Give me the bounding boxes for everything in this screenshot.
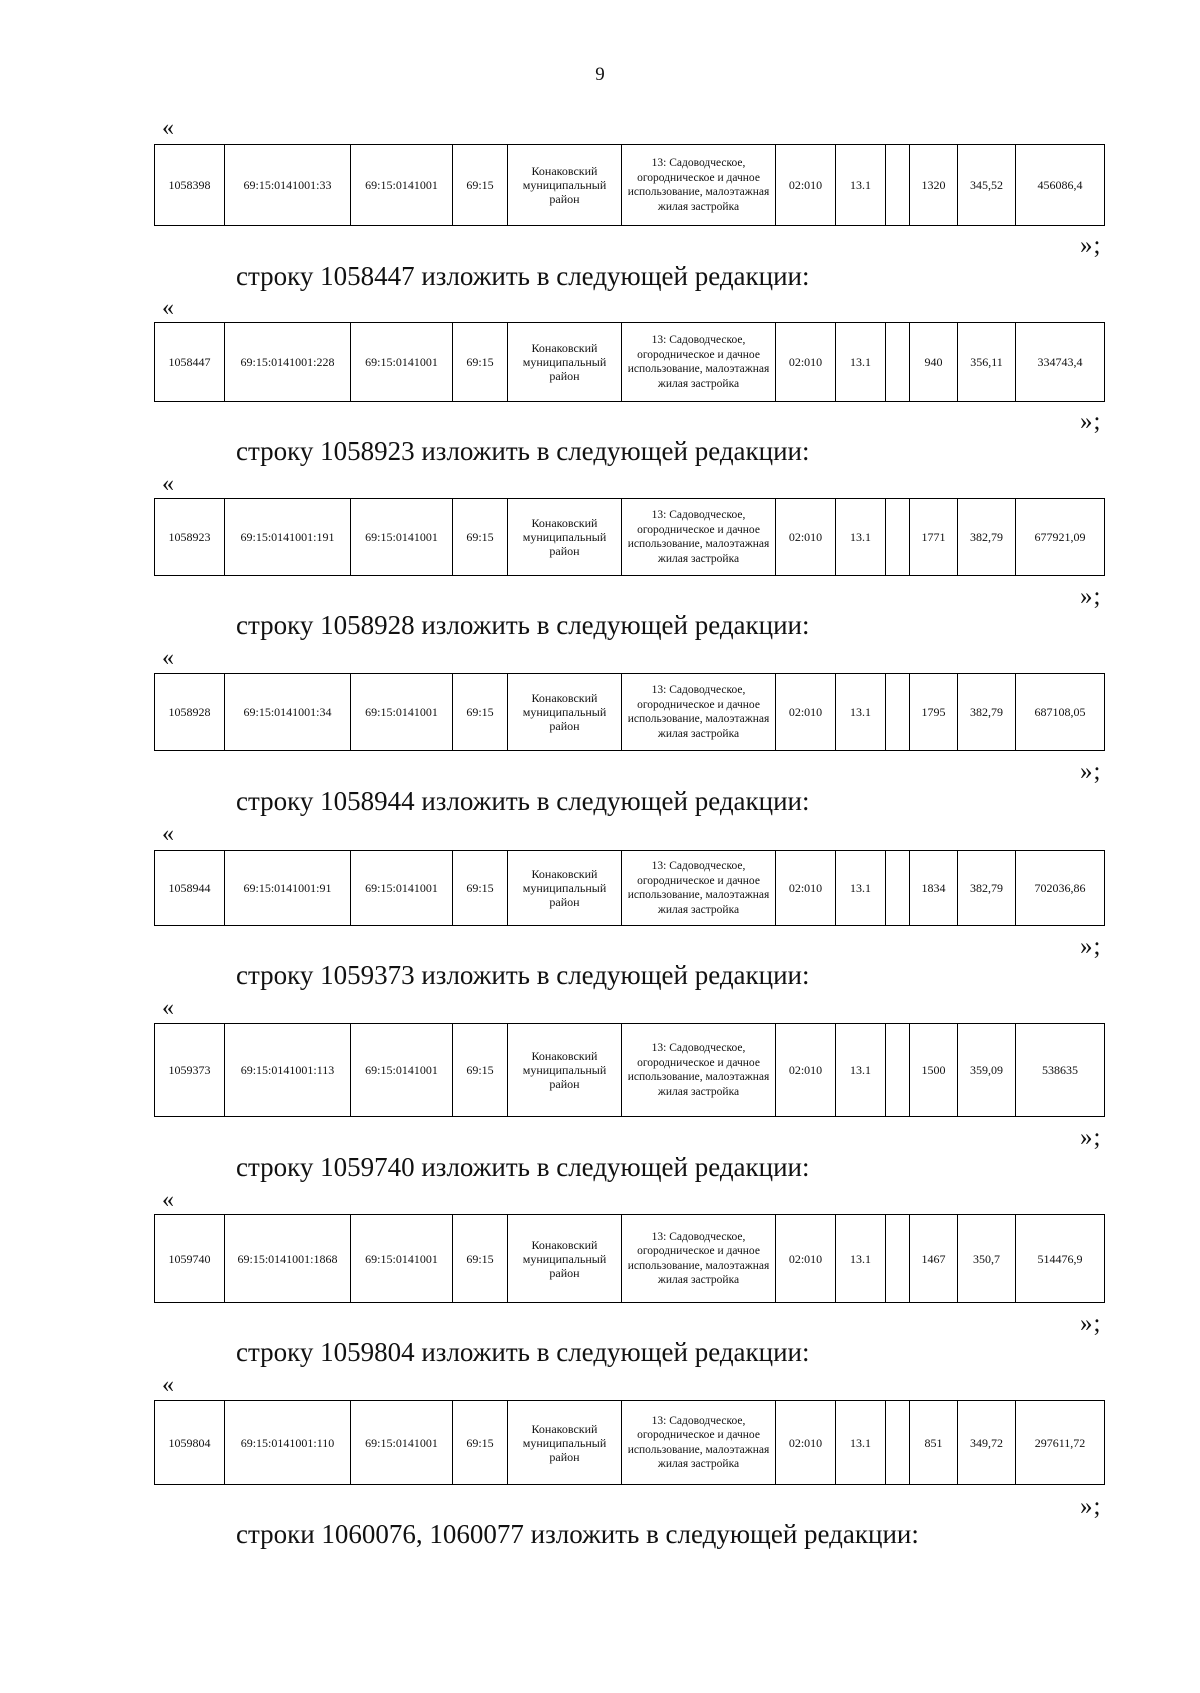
page-number: 9 — [595, 64, 605, 85]
cell-area: 1320 — [910, 145, 958, 226]
cell-cadastral-value: 687108,05 — [1016, 674, 1105, 751]
cell-cadastral-number: 69:15:0141001:34 — [225, 674, 351, 751]
quote-close: »; — [1080, 1310, 1102, 1337]
cell-group: 13.1 — [836, 499, 886, 576]
cell-code: 02:010 — [776, 1215, 836, 1303]
cell-quarter: 69:15:0141001 — [351, 499, 453, 576]
cell-specific-value: 382,79 — [958, 851, 1016, 926]
cell-group: 13.1 — [836, 323, 886, 402]
instruction-text: строку 1058447 изложить в следующей редакции: — [236, 261, 810, 291]
cell-empty — [886, 145, 910, 226]
cell-area: 1500 — [910, 1024, 958, 1117]
cell-quarter: 69:15:0141001 — [351, 323, 453, 402]
cell-cadastral-number: 69:15:0141001:191 — [225, 499, 351, 576]
quote-close: »; — [1080, 758, 1102, 785]
cell-municipality: Конаковский муниципальный район — [508, 851, 622, 926]
cell-cadastral-number: 69:15:0141001:33 — [225, 145, 351, 226]
quote-close: »; — [1080, 1493, 1102, 1520]
cell-id: 1059373 — [155, 1024, 225, 1117]
cell-specific-value: 349,72 — [958, 1401, 1016, 1485]
cell-empty — [886, 1024, 910, 1117]
cell-area: 1795 — [910, 674, 958, 751]
cell-cadastral-value: 677921,09 — [1016, 499, 1105, 576]
cell-zone: 69:15 — [453, 145, 508, 226]
cell-municipality: Конаковский муниципальный район — [508, 674, 622, 751]
cell-land-use: 13: Садоводческое, огородническое и дачное использование, малоэтажная жилая застройка — [622, 1401, 776, 1485]
record-table — [154, 322, 1105, 402]
quote-open: « — [162, 115, 174, 141]
cell-area: 1834 — [910, 851, 958, 926]
table-row — [155, 851, 1105, 926]
instruction-text: строку 1058928 изложить в следующей редакции: — [236, 610, 810, 640]
cell-id: 1058944 — [155, 851, 225, 926]
cell-zone: 69:15 — [453, 323, 508, 402]
cell-cadastral-value: 334743,4 — [1016, 323, 1105, 402]
cell-code: 02:010 — [776, 674, 836, 751]
cell-code: 02:010 — [776, 323, 836, 402]
cell-id: 1058928 — [155, 674, 225, 751]
cell-id: 1059740 — [155, 1215, 225, 1303]
cell-cadastral-number: 69:15:0141001:110 — [225, 1401, 351, 1485]
cell-quarter: 69:15:0141001 — [351, 1024, 453, 1117]
cell-zone: 69:15 — [453, 851, 508, 926]
quote-open: « — [162, 995, 174, 1021]
cell-municipality: Конаковский муниципальный район — [508, 1401, 622, 1485]
instruction-text: строки 1060076, 1060077 изложить в следующей редакции: — [236, 1519, 919, 1549]
cell-id: 1059804 — [155, 1401, 225, 1485]
cell-quarter: 69:15:0141001 — [351, 1215, 453, 1303]
cell-code: 02:010 — [776, 851, 836, 926]
cell-land-use: 13: Садоводческое, огородническое и дачное использование, малоэтажная жилая застройка — [622, 851, 776, 926]
cell-specific-value: 382,79 — [958, 499, 1016, 576]
instruction-text: строку 1058944 изложить в следующей редакции: — [236, 786, 810, 816]
cell-zone: 69:15 — [453, 1024, 508, 1117]
cell-land-use: 13: Садоводческое, огородническое и дачное использование, малоэтажная жилая застройка — [622, 674, 776, 751]
cell-zone: 69:15 — [453, 499, 508, 576]
cell-group: 13.1 — [836, 1215, 886, 1303]
record-table — [154, 1400, 1105, 1485]
quote-close: »; — [1080, 232, 1102, 259]
cell-specific-value: 359,09 — [958, 1024, 1016, 1117]
quote-open: « — [162, 821, 174, 847]
cell-municipality: Конаковский муниципальный район — [508, 1024, 622, 1117]
cell-cadastral-value: 514476,9 — [1016, 1215, 1105, 1303]
cell-specific-value: 382,79 — [958, 674, 1016, 751]
instruction-text: строку 1059804 изложить в следующей редакции: — [236, 1337, 810, 1367]
quote-open: « — [162, 645, 174, 671]
cell-quarter: 69:15:0141001 — [351, 674, 453, 751]
cell-land-use: 13: Садоводческое, огородническое и дачное использование, малоэтажная жилая застройка — [622, 323, 776, 402]
cell-cadastral-number: 69:15:0141001:228 — [225, 323, 351, 402]
cell-zone: 69:15 — [453, 1401, 508, 1485]
cell-id: 1058398 — [155, 145, 225, 226]
record-table — [154, 850, 1105, 926]
table-row — [155, 323, 1105, 402]
cell-cadastral-number: 69:15:0141001:91 — [225, 851, 351, 926]
cell-area: 851 — [910, 1401, 958, 1485]
cell-cadastral-value: 538635 — [1016, 1024, 1105, 1117]
cell-zone: 69:15 — [453, 1215, 508, 1303]
cell-quarter: 69:15:0141001 — [351, 1401, 453, 1485]
quote-open: « — [162, 471, 174, 497]
cell-cadastral-number: 69:15:0141001:113 — [225, 1024, 351, 1117]
quote-open: « — [162, 1187, 174, 1213]
quote-close: »; — [1080, 933, 1102, 960]
cell-group: 13.1 — [836, 145, 886, 226]
table-row — [155, 145, 1105, 226]
record-table — [154, 1214, 1105, 1303]
record-table — [154, 144, 1105, 226]
cell-land-use: 13: Садоводческое, огородническое и дачное использование, малоэтажная жилая застройка — [622, 1024, 776, 1117]
cell-cadastral-number: 69:15:0141001:1868 — [225, 1215, 351, 1303]
cell-municipality: Конаковский муниципальный район — [508, 145, 622, 226]
cell-cadastral-value: 297611,72 — [1016, 1401, 1105, 1485]
table-row — [155, 1215, 1105, 1303]
cell-group: 13.1 — [836, 1401, 886, 1485]
cell-quarter: 69:15:0141001 — [351, 851, 453, 926]
cell-code: 02:010 — [776, 499, 836, 576]
instruction-text: строку 1058923 изложить в следующей редакции: — [236, 436, 810, 466]
table-row — [155, 1024, 1105, 1117]
quote-open: « — [162, 295, 174, 321]
cell-id: 1058923 — [155, 499, 225, 576]
record-table — [154, 1023, 1105, 1117]
cell-empty — [886, 851, 910, 926]
quote-close: »; — [1080, 583, 1102, 610]
cell-land-use: 13: Садоводческое, огородническое и дачное использование, малоэтажная жилая застройка — [622, 145, 776, 226]
instruction-text: строку 1059740 изложить в следующей редакции: — [236, 1152, 810, 1182]
instruction-text: строку 1059373 изложить в следующей редакции: — [236, 960, 810, 990]
cell-municipality: Конаковский муниципальный район — [508, 499, 622, 576]
record-table — [154, 498, 1105, 576]
cell-cadastral-value: 456086,4 — [1016, 145, 1105, 226]
cell-quarter: 69:15:0141001 — [351, 145, 453, 226]
cell-zone: 69:15 — [453, 674, 508, 751]
record-table — [154, 673, 1105, 751]
cell-group: 13.1 — [836, 851, 886, 926]
cell-area: 1467 — [910, 1215, 958, 1303]
cell-empty — [886, 1215, 910, 1303]
cell-group: 13.1 — [836, 1024, 886, 1117]
cell-code: 02:010 — [776, 145, 836, 226]
cell-group: 13.1 — [836, 674, 886, 751]
cell-empty — [886, 323, 910, 402]
cell-land-use: 13: Садоводческое, огородническое и дачное использование, малоэтажная жилая застройка — [622, 1215, 776, 1303]
cell-empty — [886, 499, 910, 576]
cell-area: 1771 — [910, 499, 958, 576]
cell-municipality: Конаковский муниципальный район — [508, 323, 622, 402]
cell-id: 1058447 — [155, 323, 225, 402]
table-row — [155, 674, 1105, 751]
cell-specific-value: 345,52 — [958, 145, 1016, 226]
cell-empty — [886, 674, 910, 751]
quote-close: »; — [1080, 1124, 1102, 1151]
cell-code: 02:010 — [776, 1024, 836, 1117]
cell-code: 02:010 — [776, 1401, 836, 1485]
table-row — [155, 1401, 1105, 1485]
cell-municipality: Конаковский муниципальный район — [508, 1215, 622, 1303]
quote-open: « — [162, 1372, 174, 1398]
cell-specific-value: 350,7 — [958, 1215, 1016, 1303]
cell-empty — [886, 1401, 910, 1485]
cell-cadastral-value: 702036,86 — [1016, 851, 1105, 926]
cell-specific-value: 356,11 — [958, 323, 1016, 402]
cell-area: 940 — [910, 323, 958, 402]
table-row — [155, 499, 1105, 576]
quote-close: »; — [1080, 408, 1102, 435]
cell-land-use: 13: Садоводческое, огородническое и дачное использование, малоэтажная жилая застройка — [622, 499, 776, 576]
